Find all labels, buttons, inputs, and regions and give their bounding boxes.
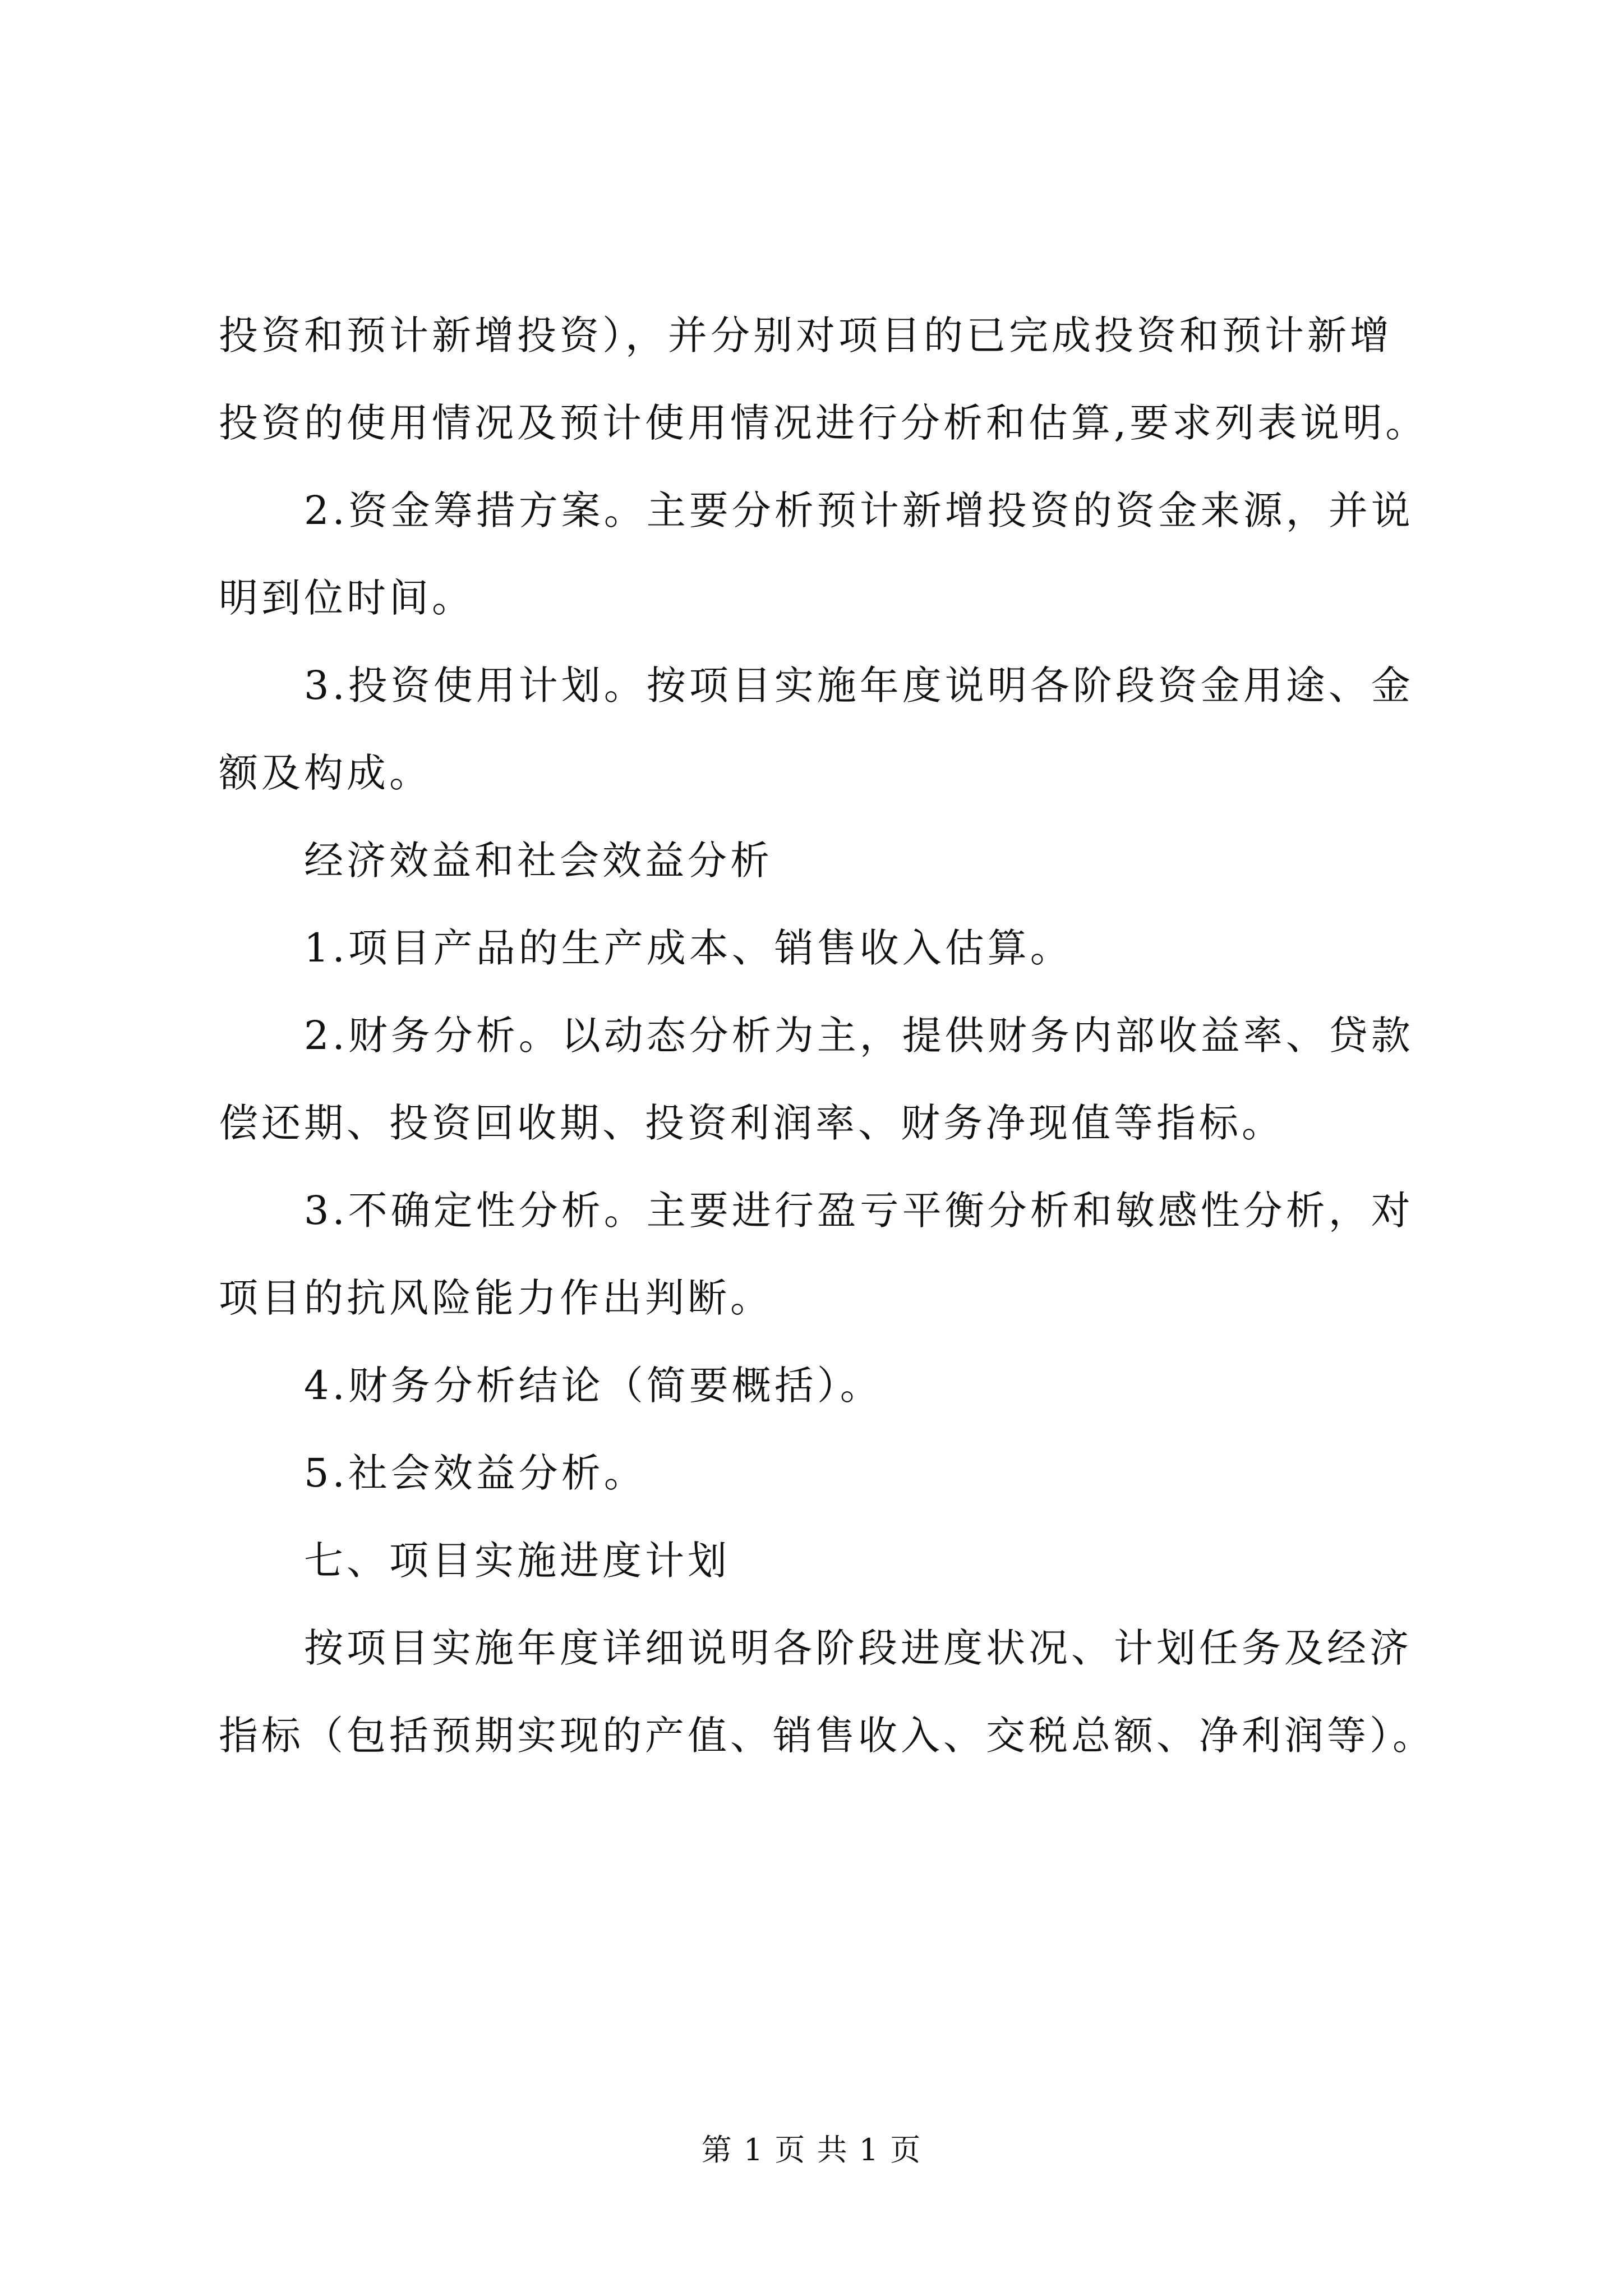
text-line: 指标（包括预期实现的产值、销售收入、交税总额、净利润等）。 (219, 1713, 1435, 1759)
text-line: 1.项目产品的生产成本、销售收入估算。 (304, 925, 1073, 971)
text-line: 投资和预计新增投资），并分别对项目的已完成投资和预计新增 (219, 312, 1393, 358)
text-line: 明到位时间。 (219, 575, 474, 621)
section-heading: 七、项目实施进度计划 (304, 1538, 730, 1584)
text-line: 按项目实施年度详细说明各阶段进度状况、计划任务及经济 (304, 1625, 1412, 1671)
text-line: 3.不确定性分析。主要进行盈亏平衡分析和敏感性分析，对 (304, 1188, 1414, 1234)
page-number-footer: 第 1 页 共 1 页 (701, 2132, 922, 2168)
text-line: 投资的使用情况及预计使用情况进行分析和估算,要求列表说明。 (219, 400, 1428, 446)
document-body (219, 292, 1458, 1779)
text-line: 5.社会效益分析。 (304, 1450, 647, 1496)
text-line: 3.投资使用计划。按项目实施年度说明各阶段资金用途、金 (304, 662, 1414, 708)
text-line: 偿还期、投资回收期、投资利润率、财务净现值等指标。 (219, 1100, 1284, 1146)
text-line: 额及构成。 (219, 750, 432, 796)
section-heading: 经济效益和社会效益分析 (304, 838, 773, 884)
text-line: 项目的抗风险能力作出判断。 (219, 1275, 773, 1321)
text-line: 2.资金筹措方案。主要分析预计新增投资的资金来源，并说 (304, 487, 1414, 533)
text-line: 4.财务分析结论（简要概括）。 (304, 1363, 883, 1409)
text-line: 2.财务分析。以动态分析为主，提供财务内部收益率、贷款 (304, 1013, 1414, 1059)
